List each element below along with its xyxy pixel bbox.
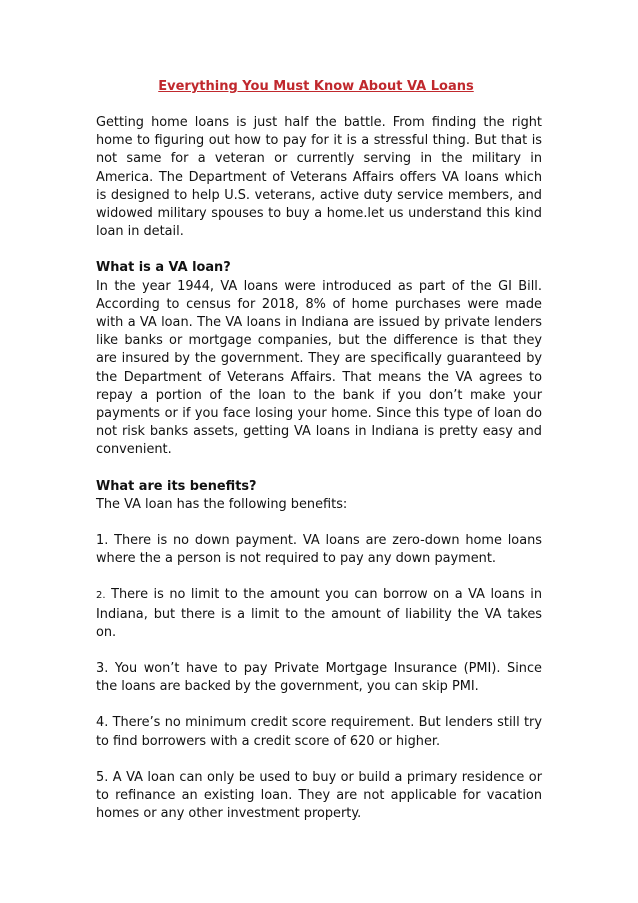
spacer bbox=[96, 642, 542, 660]
spacer bbox=[96, 568, 542, 586]
spacer bbox=[96, 514, 542, 532]
spacer bbox=[96, 751, 542, 769]
benefit-item-1 bbox=[96, 532, 542, 568]
benefit-item-4 bbox=[96, 714, 542, 750]
section-body-what-is: In the year 1944, VA loans were introduced as part of the GI Bill. According to census for 2018, 8% of home purchases were made with a VA loan. The VA loans in Indiana are issued by private lenders like banks or mortgage companies, but the difference is that they are insured by the government. They are specifically guaranteed by the Department of Veterans Affairs. That means the VA agrees to repay a portion of the loan to the bank if you don’t make your payments or if you face losing your home. Since this type of loan do not risk banks assets, getting VA loans in Indiana is pretty easy and convenient. bbox=[96, 278, 542, 458]
benefit-item-2 bbox=[96, 586, 542, 642]
list-item-text: There is no limit to the amount you can borrow on a VA loans in Indiana, but there is a limit to the amount of liability the VA takes on. bbox=[96, 587, 542, 640]
list-item-text: There’s no minimum credit score requirement. But lenders still try to find borrowers with a credit score of 620 or higher. bbox=[96, 715, 542, 749]
list-number: 5. bbox=[96, 769, 109, 785]
section-heading-benefits: What are its benefits? bbox=[96, 478, 257, 494]
spacer bbox=[96, 460, 542, 478]
spacer bbox=[96, 241, 542, 259]
document-title: Everything You Must Know About VA Loans bbox=[158, 79, 474, 94]
list-item-text: There is no down payment. VA loans are zero-down home loans where the a person is not required to pay any down payment. bbox=[96, 533, 542, 567]
list-number: 4. bbox=[96, 715, 109, 731]
list-item-text: A VA loan can only be used to buy or build a primary residence or to refinance an existing loan. They are not applicable for vacation homes or any other investment property. bbox=[96, 769, 542, 822]
list-number: 2. bbox=[96, 590, 106, 602]
list-number: 3. bbox=[96, 661, 109, 677]
list-number: 1. bbox=[96, 533, 109, 549]
intro-paragraph: Getting home loans is just half the battle. From finding the right home to figuring out how to pay for it is a stressful thing. But that is not same for a veteran or currently serving in the military in America. The Department of Veterans Affairs offers VA loans which is designed to help U.S. veterans, active duty service members, and widowed military spouses to buy a home.let us understand this kind loan in detail. bbox=[96, 115, 542, 240]
list-item-text: You won’t have to pay Private Mortgage Insurance (PMI). Since the loans are backed by the government, you can skip PMI. bbox=[96, 661, 542, 695]
spacer bbox=[96, 696, 542, 714]
document-page bbox=[96, 78, 542, 824]
section-heading-what-is: What is a VA loan? bbox=[96, 260, 231, 276]
benefit-item-3 bbox=[96, 660, 542, 696]
benefit-item-5 bbox=[96, 769, 542, 824]
benefits-intro: The VA loan has the following benefits: bbox=[96, 496, 348, 512]
